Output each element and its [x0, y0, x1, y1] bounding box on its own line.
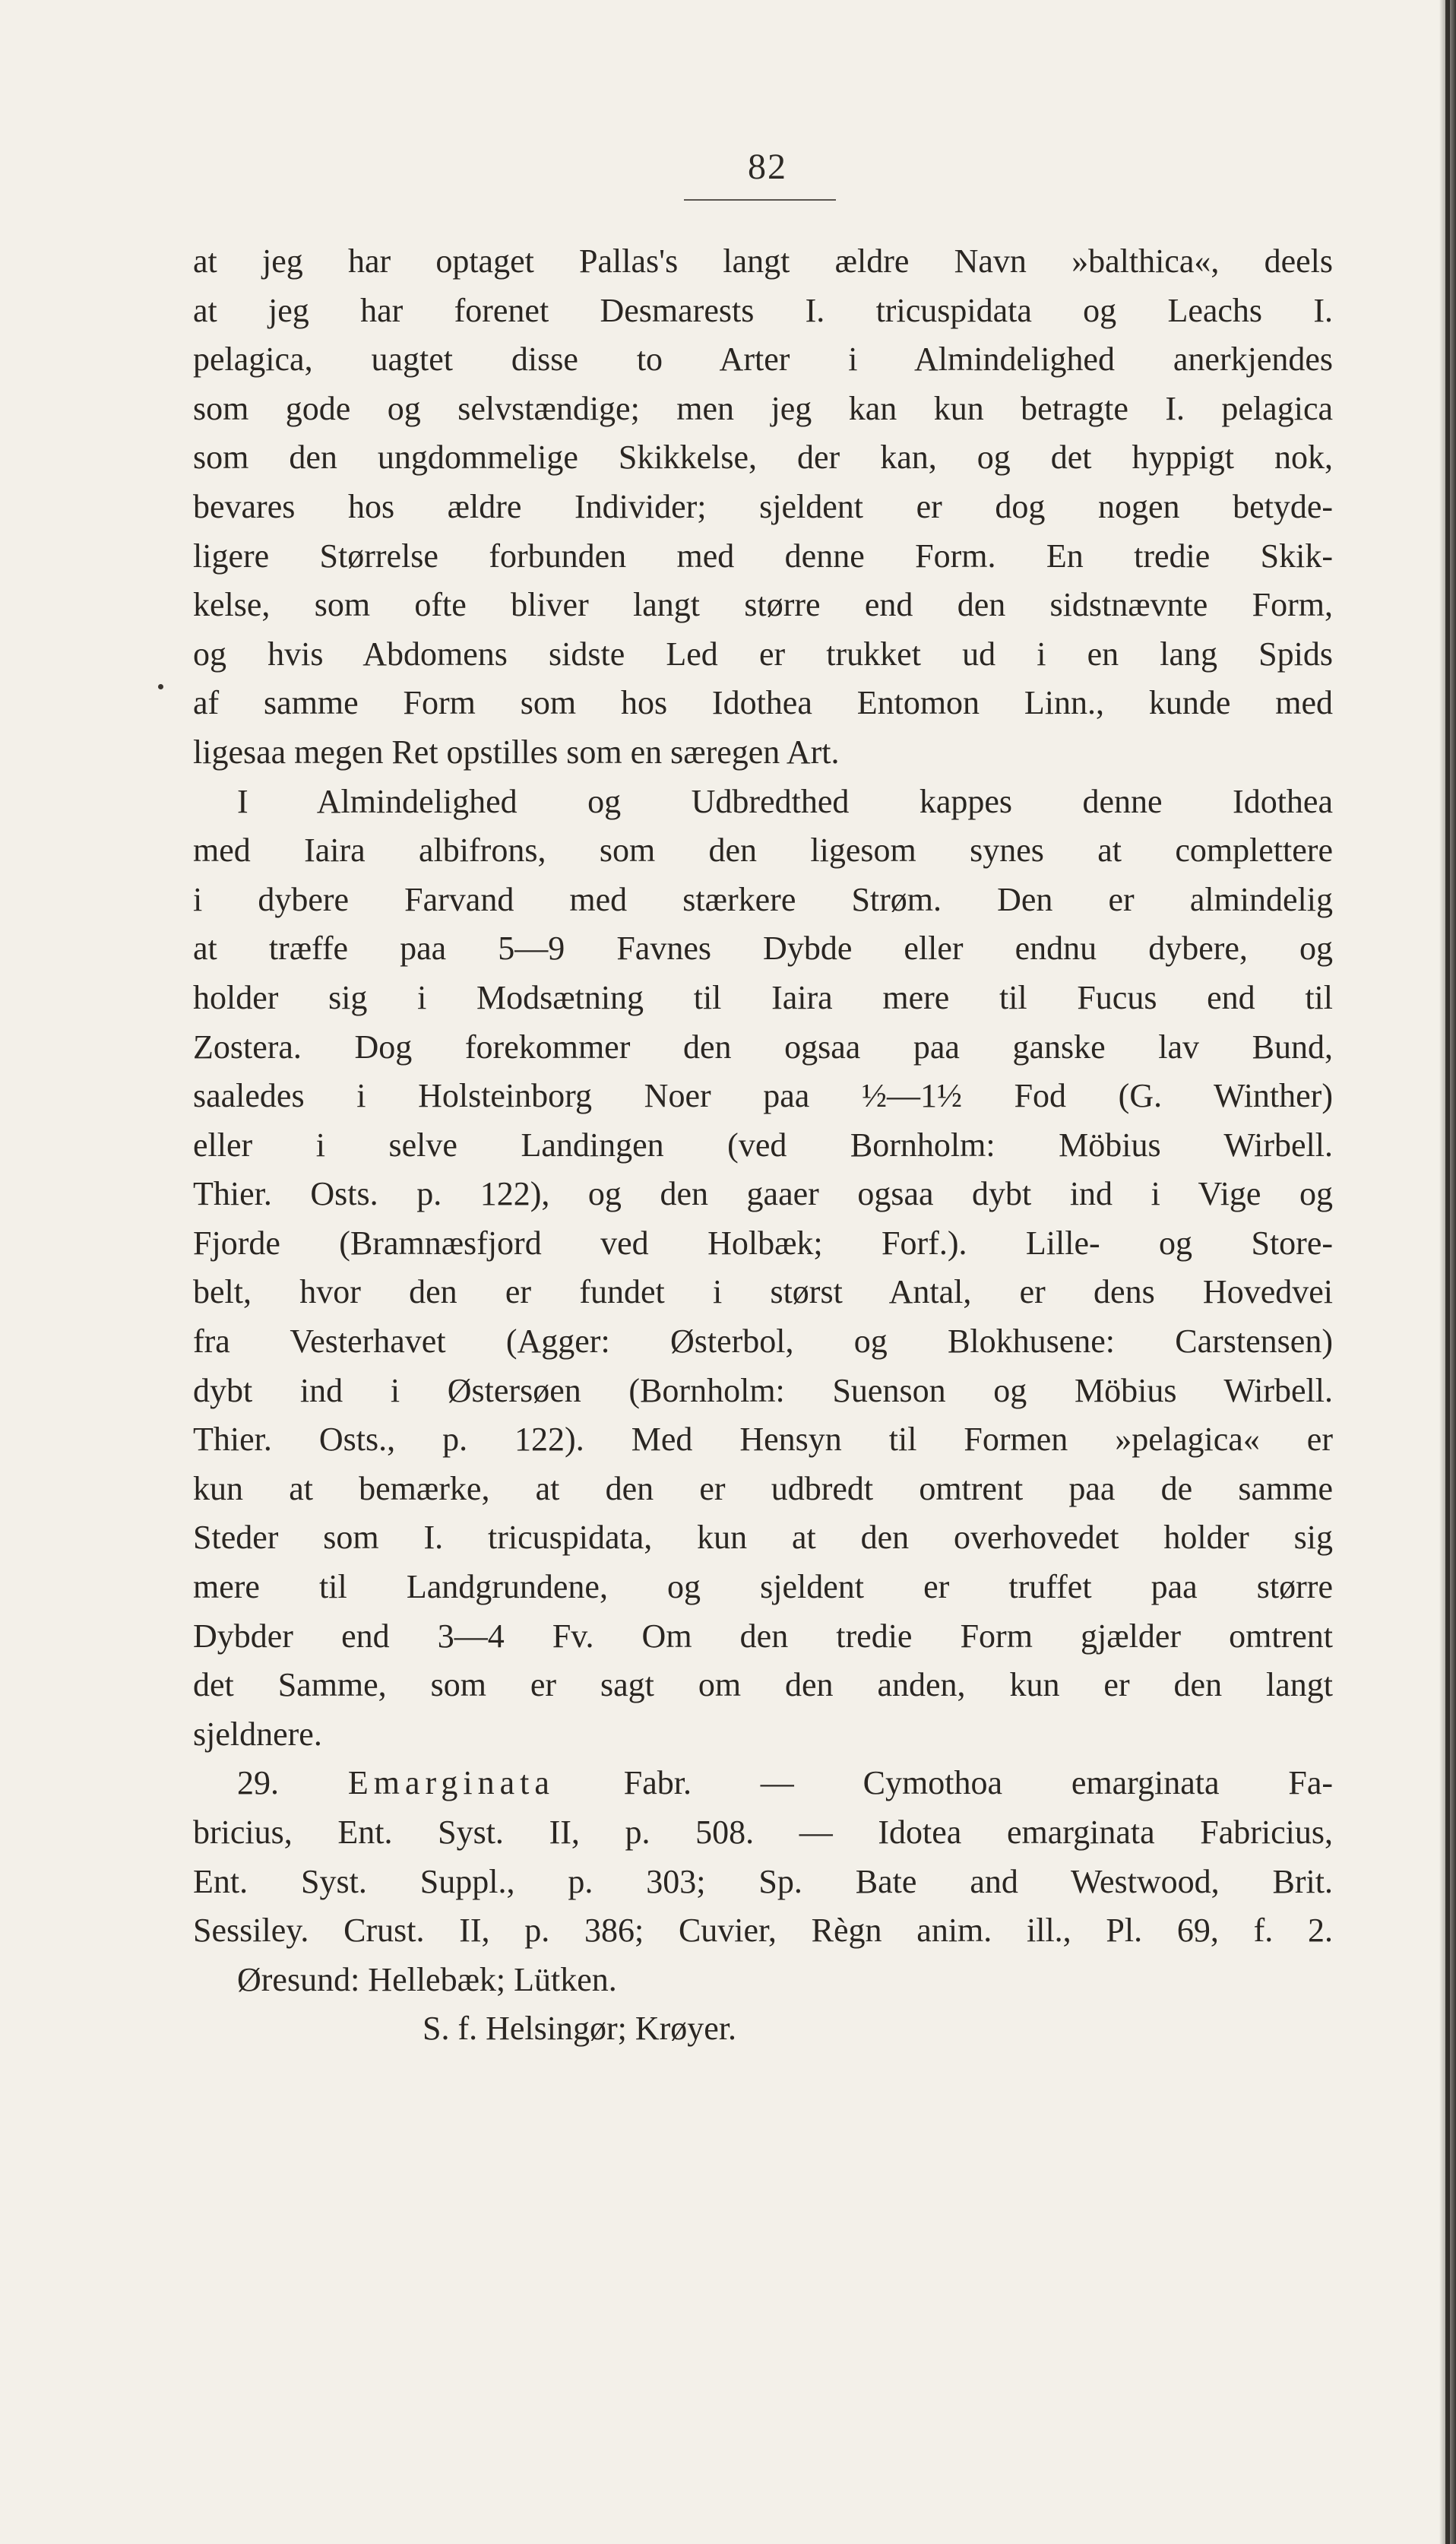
text-line: saaledes i Holsteinborg Noer paa ½—1½ Fod (G. Winther): [193, 1077, 1333, 1115]
text-line: bricius, Ent. Syst. II, p. 508. — Idotea emarginata Fabricius,: [193, 1814, 1333, 1851]
text-line: og hvis Abdomens sidste Led er trukket ud i en lang Spids: [193, 635, 1333, 673]
locality-line: Øresund: Hellebæk; Lütken.: [237, 1960, 617, 1998]
text-line: som den ungdommelige Skikkelse, der kan, og det hyppigt nok,: [193, 439, 1333, 477]
text-line: dybt ind i Østersøen (Bornholm: Suenson og Möbius Wirbell.: [193, 1371, 1333, 1409]
text-line: mere til Landgrundene, og sjeldent er truffet paa større: [193, 1568, 1333, 1606]
text-line: i dybere Farvand med stærkere Strøm. Den er almindelig: [193, 880, 1333, 918]
text-line: at jeg har forenet Desmarests I. tricuspidata og Leachs I.: [193, 291, 1333, 329]
text-line: ligere Størrelse forbunden med denne Form. En tredie Skik-: [193, 537, 1333, 575]
text-line: pelagica, uagtet disse to Arter i Almindelighed anerkjendes: [193, 341, 1333, 379]
text-line: med Iaira albifrons, som den ligesom synes at complettere: [193, 832, 1333, 870]
page-number: 82: [748, 147, 787, 187]
text-line: belt, hvor den er fundet i størst Antal, er dens Hovedvei: [193, 1273, 1333, 1311]
text-line: Fjorde (Bramnæsfjord ved Holbæk; Forf.). Lille- og Store-: [193, 1224, 1333, 1262]
binding-edge: [1445, 0, 1450, 2544]
body-text: [193, 237, 1333, 2054]
text-line: eller i selve Landingen (ved Bornholm: Möbius Wirbell.: [193, 1126, 1333, 1164]
margin-dot: [158, 684, 163, 689]
text-line: kun at bemærke, at den er udbredt omtrent paa de samme: [193, 1469, 1333, 1507]
text-line: Steder som I. tricuspidata, kun at den overhovedet holder sig: [193, 1519, 1333, 1557]
text-line: ligesaa megen Ret opstilles som en særegen Art.: [193, 733, 840, 771]
text-line: af samme Form som hos Idothea Entomon Linn., kunde med: [193, 684, 1333, 722]
text-line: Ent. Syst. Suppl., p. 303; Sp. Bate and Westwood, Brit.: [193, 1862, 1333, 1900]
text-line: kelse, som ofte bliver langt større end den sidstnævnte Form,: [193, 586, 1333, 624]
text-line: Dybder end 3—4 Fv. Om den tredie Form gjælder omtrent: [193, 1617, 1333, 1655]
text-line: at træffe paa 5—9 Favnes Dybde eller endnu dybere, og: [193, 930, 1333, 968]
text-line: bevares hos ældre Individer; sjeldent er dog nogen betyde-: [193, 487, 1333, 525]
text-line: at jeg har optaget Pallas's langt ældre Navn »balthica«, deels: [193, 242, 1333, 280]
text-line: sjeldnere.: [193, 1715, 322, 1753]
text-line: Zostera. Dog forekommer den ogsaa paa ganske lav Bund,: [193, 1028, 1333, 1066]
text-line: fra Vesterhavet (Agger: Østerbol, og Blokhusene: Carstensen): [193, 1323, 1333, 1361]
species-name: Emarginata: [347, 1764, 555, 1802]
text-line: Thier. Osts., p. 122). Med Hensyn til Formen »pelagica« er: [193, 1421, 1333, 1459]
entry-number: 29.: [237, 1764, 279, 1802]
text-line: I Almindelighed og Udbredthed kappes denne Idothea: [237, 782, 1333, 820]
locality-line: S. f. Helsingør; Krøyer.: [423, 2010, 737, 2048]
text-line: holder sig i Modsætning til Iaira mere til Fucus end til: [193, 978, 1333, 1016]
text-line: Thier. Osts. p. 122), og den gaaer ogsaa dybt ind i Vige og: [193, 1175, 1333, 1213]
page-number-rule: [684, 199, 836, 201]
entry-heading: [193, 1759, 1333, 1808]
text-line: som gode og selvstændige; men jeg kan kun betragte I. pelagica: [193, 389, 1333, 427]
entry-synonymy: Fabr. — Cymothoa emarginata Fa-: [623, 1764, 1333, 1802]
text-line: det Samme, som er sagt om den anden, kun er den langt: [193, 1666, 1333, 1704]
text-line: Sessiley. Crust. II, p. 386; Cuvier, Règn anim. ill., Pl. 69, f. 2.: [193, 1912, 1333, 1950]
